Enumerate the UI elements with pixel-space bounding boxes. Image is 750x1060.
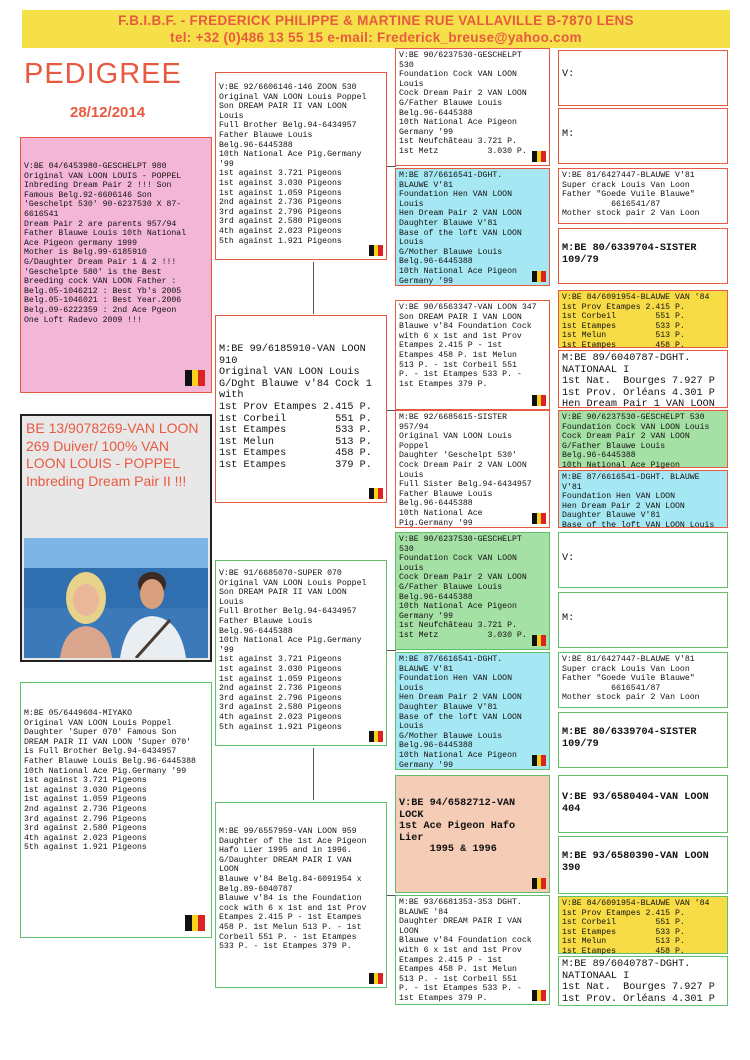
paternal-grandfather-text: V:BE 92/6606146-146 ZOON 530 Original VAN LOON Louis Poppel Son DREAM PAIR II VAN LOON Louis Full Brother Belg.94-6434957 Father Blauwe Louis Belg.96-6445388 10th National Ace Pig.Germany '99 1st against 3.721 Pigeons 1st against 3.030 Pigeons 1st against 1.059 Pigeons 2nd against 2.736 Pigeons 3rd against 2.796 Pigeons 3rd against 2.580 Pigeons 4th against 2.023 Pigeons 5th against 1.921 Pigeons [219,83,367,246]
g4-text-7: V:BE 90/6237530-GESCHELPT 530 Foundation Cock VAN LOON Louis Cock Dream Pair 2 VAN LOON G/Father Blauwe Louis Belg.96-6445388 10th National Ace Pigeon [562,413,710,470]
g3-card-1 [395,48,550,166]
belgium-flag-icon [369,973,383,984]
mother-card [20,682,212,938]
connector-line [313,748,314,800]
g4-card-7 [558,410,728,468]
g3-text-2: M:BE 87/6616541-DGHT. BLAUWE V'81 Foundation Hen VAN LOON Louis Hen Dream Pair 2 VAN LOON Daughter Blauwe V'81 Base of the loft VAN LOON Louis G/Mother Blauwe Louis Belg.96-6445388 10th National Ace Pigeon Germany '99 [399,171,522,286]
g4-card-12 [558,712,728,768]
g4-card-13 [558,775,728,833]
g3-card-5 [395,532,550,650]
belgium-flag-icon [185,370,205,386]
g4-text-12: M:BE 80/6339704-SISTER 109/79 [562,727,697,750]
g4-card-14 [558,836,728,894]
g3-text-5: V:BE 90/6237530-GESCHELPT 530 Foundation Cock VAN LOON Louis Cock Dream Pair 2 VAN LOON G/Father Blauwe Louis Belg.96-6445388 10th National Ace Pigeon Germany '99 1st Neufchâteau 3.721 P. 1st Metz 3.030 P. [399,535,527,640]
g3-text-4: M:BE 92/6685615-SISTER 957/94 Original VAN LOON Louis Poppel Daughter 'Geschelpt 530' Cock Dream Pair 2 VAN LOON Louis Full Sister Belg.94-6434957 Father Blauwe Louis Belg.96-6445388 10th National Ace Pig.Germany '99 [399,413,532,528]
belgium-flag-icon [369,731,383,742]
g4-text-4: M:BE 80/6339704-SISTER 109/79 [562,243,697,266]
paternal-grandfather-card [215,72,387,260]
g4-text-15: V:BE 84/6091954-BLAUWE VAN '84 1st Prov Etampes 2.415 P. 1st Corbeil 551 P. 1st Etampes 533 P. 1st Melun 513 P. 1st Etampes 458 P. [562,899,710,956]
pedigree-date: 28/12/2014 [70,104,146,121]
belgium-flag-icon [532,395,546,406]
belgium-flag-icon [185,915,205,931]
g4-text-16: M:BE 89/6040787-DGHT. NATIONAAL I 1st Nat. Bourges 7.927 P 1st Prov. Orléans 4.301 P [562,959,715,1005]
belgium-flag-icon [532,990,546,1001]
belgium-flag-icon [532,878,546,889]
maternal-grandfather-card [215,560,387,746]
g4-card-15 [558,896,728,954]
g4-card-9 [558,532,728,588]
g4-card-5 [558,290,728,348]
paternal-grandmother-card [215,315,387,503]
maternal-grandmother-text: M:BE 99/6557959-VAN LOON 959 Daughter of the 1st Ace Pigeon Hafo Lier 1995 and in 1996. G/Daughter DREAM PAIR I VAN LOON Blauwe v'84 Belg.84-6091954 x Belg.89-6040787 Blauwe v'84 is the Foundation cock with 6 x 1st and 1st Prov Etampes 2.415 P - 1st Etampes 458 P. 1st Melun 513 P. - 1st Corbeil 551 P. - 1st Etampes 533 P. - 1st Etampes 379 P. [219,827,367,952]
connector-line [387,166,396,167]
g3-text-3: V:BE 90/6563347-VAN LOON 347 Son DREAM PAIR I VAN LOON Blauwe v'84 Foundation Cock with 6 x 1st and 1st Prov Etampes 2.415 P - 1st Etampes 458 P. 1st Melun 513 P. - 1st Corbeil 551 P. - 1st Etampes 533 P. - 1st Etampes 379 P. [399,303,537,389]
g4-text-6: M:BE 89/6040787-DGHT. NATIONAAL I 1st Nat. Bourges 7.927 P 1st Prov. Orléans 4.301 P Hen Dream Pair 1 VAN LOON [562,353,715,411]
g4-card-6 [558,350,728,411]
g3-card-3 [395,300,550,410]
g4-card-1 [558,50,728,106]
mother-text: M:BE 05/6449604-MIYAKO Original VAN LOON Louis Poppel Daughter 'Super 070' Famous Son DREAM PAIR II VAN LOON 'Super 070' is Full Brother Belg.94-6434957 Father Blauwe Louis Belg.96-6445388 10th National Ace Pig.Germany '99 1st against 3.721 Pigeons 1st against 3.030 Pigeons 1st against 1.059 Pigeons 2nd against 2.736 Pigeons 3rd against 2.796 Pigeons 3rd against 2.580 Pigeons 4th against 2.023 Pigeons 5th against 1.921 Pigeons [24,709,196,853]
belgium-flag-icon [532,513,546,524]
g4-text-11: V:BE 81/6427447-BLAUWE V'81 Super crack Louis Van Loon Father "Goede Vuile Blauwe" 6616541/87 Mother stock pair 2 Van Loon [562,655,700,703]
g3-text-8: M:BE 93/6681353-353 DGHT. BLAUWE '84 Daughter DREAM PAIR I VAN LOON Blauwe v'84 Foundation cock with 6 x 1st and 1st Prov Etampes 2.415 P - 1st Etampes 458 P. 1st Melun 513 P. - 1st Corbeil 551 P. - 1st Etampes 533 P. - 1st Etampes 379 P. [399,898,532,1003]
maternal-grandfather-text: V:BE 91/6685070-SUPER 070 Original VAN LOON Louis Poppel Son DREAM PAIR II VAN LOON Louis Full Brother Belg.94-6434957 Father Blauwe Louis Belg.96-6445388 10th National Ace Pig.Germany '99 1st against 3.721 Pigeons 1st against 3.030 Pigeons 1st against 1.059 Pigeons 2nd against 2.736 Pigeons 3rd against 2.796 Pigeons 3rd against 2.580 Pigeons 4th against 2.023 Pigeons 5th against 1.921 Pigeons [219,569,367,732]
maternal-grandmother-card [215,802,387,988]
belgium-flag-icon [532,151,546,162]
g4-card-8 [558,470,728,528]
g4-text-9: V: [562,553,575,564]
g4-text-5: V:BE 84/6091954-BLAUWE VAN '84 1st Prov Etampes 2.415 P. 1st Corbeil 551 P. 1st Etampes 533 P. 1st Melun 513 P. 1st Etampes 458 P. [562,293,710,350]
page-title: PEDIGREE [24,58,182,90]
header-line-2: tel: +32 (0)486 13 55 15 e-mail: Frederick_breuse@yahoo.com [170,30,582,45]
g4-text-8: M:BE 87/6616541-DGHT. BLAUWE V'81 Foundation Hen VAN LOON Hen Dream Pair 2 VAN LOON Daughter Blauwe V'81 Base of the loft VAN LOON Louis [562,473,715,530]
main-pigeon-name: BE 13/9078269-VAN LOON 269 Duiver/ 100% VAN LOON LOUIS - POPPEL Inbreding Dream Pair II !!! [26,420,199,489]
g4-text-13: V:BE 93/6580404-VAN LOON 404 [562,792,709,815]
father-card [20,137,212,393]
g4-text-10: M: [562,613,575,624]
g4-card-10 [558,592,728,648]
belgium-flag-icon [369,245,383,256]
belgium-flag-icon [532,635,546,646]
header-banner [22,10,730,48]
g4-card-11 [558,652,728,708]
g4-card-2 [558,108,728,164]
g3-card-2 [395,168,550,286]
g4-card-3 [558,168,728,224]
g3-card-4 [395,410,550,528]
header-line-1: F.B.I.B.F. - FREDERICK PHILIPPE & MARTINE RUE VALLAVILLE B-7870 LENS [118,13,634,28]
paternal-grandmother-text: M:BE 99/6185910-VAN LOON 910 Original VAN LOON Louis G/Dght Blauwe v'84 Cock 1 with 1st Prov Etampes 2.415 P. 1st Corbeil 551 P. 1st Etampes 533 P. 1st Melun 513 P. 1st Etampes 458 P. 1st Etampes 379 P. [219,344,372,471]
g4-card-16 [558,956,728,1006]
g3-card-6 [395,652,550,770]
g3-text-1: V:BE 90/6237530-GESCHELPT 530 Foundation Cock VAN LOON Louis Cock Dream Pair 2 VAN LOON G/Father Blauwe Louis Belg.96-6445388 10th National Ace Pigeon Germany '99 1st Neufchâteau 3.721 P. 1st Metz 3.030 P. [399,51,527,156]
g4-text-3: V:BE 81/6427447-BLAUWE V'81 Super crack Louis Van Loon Father "Goede Vuile Blauwe" 6616541/87 Mother stock pair 2 Van Loon [562,171,700,219]
connector-line [387,650,396,651]
g3-card-7 [395,775,550,893]
g3-card-8 [395,895,550,1005]
g3-text-7: V:BE 94/6582712-VAN LOCK 1st Ace Pigeon Hafo Lier 1995 & 1996 [399,798,516,856]
g4-card-4 [558,228,728,284]
g3-text-6: M:BE 87/6616541-DGHT. BLAUWE V'81 Foundation Hen VAN LOON Louis Hen Dream Pair 2 VAN LOON Daughter Blauwe V'81 Base of the loft VAN LOON Louis G/Mother Blauwe Louis Belg.96-6445388 10th National Ace Pigeon Germany '99 [399,655,522,770]
owners-photo [24,538,208,658]
belgium-flag-icon [532,271,546,282]
g4-text-2: M: [562,129,575,140]
belgium-flag-icon [369,488,383,499]
connector-line [313,262,314,314]
g4-text-1: V: [562,69,575,80]
g4-text-14: M:BE 93/6580390-VAN LOON 390 [562,851,709,874]
belgium-flag-icon [532,755,546,766]
father-text: V:BE 04/6453980-GESCHELPT 980 Original VAN LOON LOUIS - POPPEL Inbreding Dream Pair 2 !!! Son Famous Belg.92-6606146 Son 'Geschelpt 530' 90-6237530 X 87- 6616541 Dream Pair 2 are parents 957/94 Father Blauwe Louis 10th National Ace Pigeon germany 1999 Mother is Belg.99-6185910 G/Daughter Dream Pair 1 & 2 !!! 'Geschelpte 580' is the Best Breeding cock VAN LOON Father : Belg.05-1046212 : Best Yb's 2005 Belg.05-1046021 : Best Year.2006 Belg.09-6222359 : 2nd Ace Pgeon One Loft Radevo 2009 !!! [24,162,187,325]
main-pigeon-card [20,414,212,662]
